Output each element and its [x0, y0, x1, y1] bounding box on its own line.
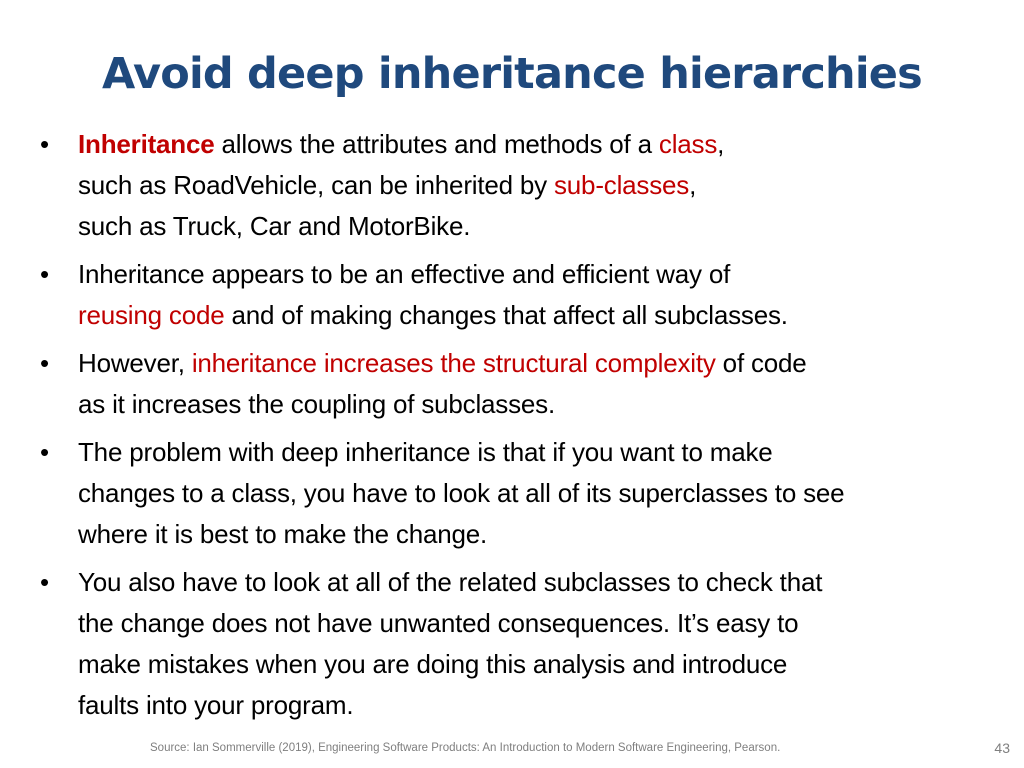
bullet-item	[40, 562, 1005, 726]
bullet-text: ,	[689, 170, 697, 200]
bullet-line	[78, 254, 1005, 295]
bullet-line	[78, 343, 1005, 384]
source-citation: Source: Ian Sommerville (2019), Engineering Software Products: An Introduction to Modern Software Engineering, Pearson.	[150, 742, 781, 754]
bullet-text: and of making changes that affect all subclasses.	[224, 300, 788, 330]
bullet-line	[78, 685, 1005, 726]
bullet-text: However,	[78, 348, 192, 378]
bullet-item	[40, 343, 1005, 425]
bullet-text: as it increases the coupling of subclasses.	[78, 389, 555, 419]
highlighted-text: class	[658, 129, 718, 159]
highlighted-text: sub-classes	[554, 170, 690, 200]
bullet-line	[78, 473, 1005, 514]
slide-title: Avoid deep inheritance hierarchies	[102, 49, 922, 99]
bullet-line	[78, 432, 1005, 473]
bullet-text: the change does not have unwanted consequences. It’s easy to	[78, 608, 799, 638]
bullet-point-icon: •	[40, 437, 49, 467]
bullet-text: ,	[717, 129, 725, 159]
bullet-text: The problem with deep inheritance is that if you want to make	[78, 437, 773, 467]
bullet-line	[78, 514, 1005, 555]
bullet-line	[78, 562, 1005, 603]
bullet-line	[78, 295, 1005, 336]
bullet-line	[78, 644, 1005, 685]
bullet-item	[40, 254, 1005, 336]
bullet-text: faults into your program.	[78, 690, 354, 720]
bullet-item	[40, 124, 1005, 247]
bullet-text: allows the attributes and methods of a	[214, 129, 659, 159]
bullet-line	[78, 206, 1005, 247]
page-number: 43	[994, 740, 1010, 756]
bullet-text: of code	[715, 348, 807, 378]
bullet-text: Inheritance appears to be an effective and efficient way of	[78, 259, 731, 289]
bullet-point-icon: •	[40, 259, 49, 289]
bullet-text: where it is best to make the change.	[78, 519, 488, 549]
bullet-text: such as RoadVehicle, can be inherited by	[78, 170, 554, 200]
bullet-text: make mistakes when you are doing this analysis and introduce	[78, 649, 788, 679]
bullet-text: changes to a class, you have to look at all of its superclasses to see	[78, 478, 845, 508]
bullet-point-icon: •	[40, 567, 49, 597]
bullet-line	[78, 603, 1005, 644]
bullet-line	[78, 124, 1005, 165]
bullet-point-icon: •	[40, 348, 49, 378]
bullet-point-icon: •	[40, 129, 49, 159]
bullet-list	[40, 124, 1005, 733]
bullet-item	[40, 432, 1005, 555]
highlighted-text: inheritance increases the structural complexity	[191, 348, 716, 378]
bullet-line	[78, 165, 1005, 206]
bullet-text: such as Truck, Car and MotorBike.	[78, 211, 471, 241]
bullet-text: You also have to look at all of the related subclasses to check that	[78, 567, 823, 597]
highlighted-text: Inheritance	[78, 129, 215, 159]
bullet-line	[78, 384, 1005, 425]
highlighted-text: reusing code	[78, 300, 225, 330]
